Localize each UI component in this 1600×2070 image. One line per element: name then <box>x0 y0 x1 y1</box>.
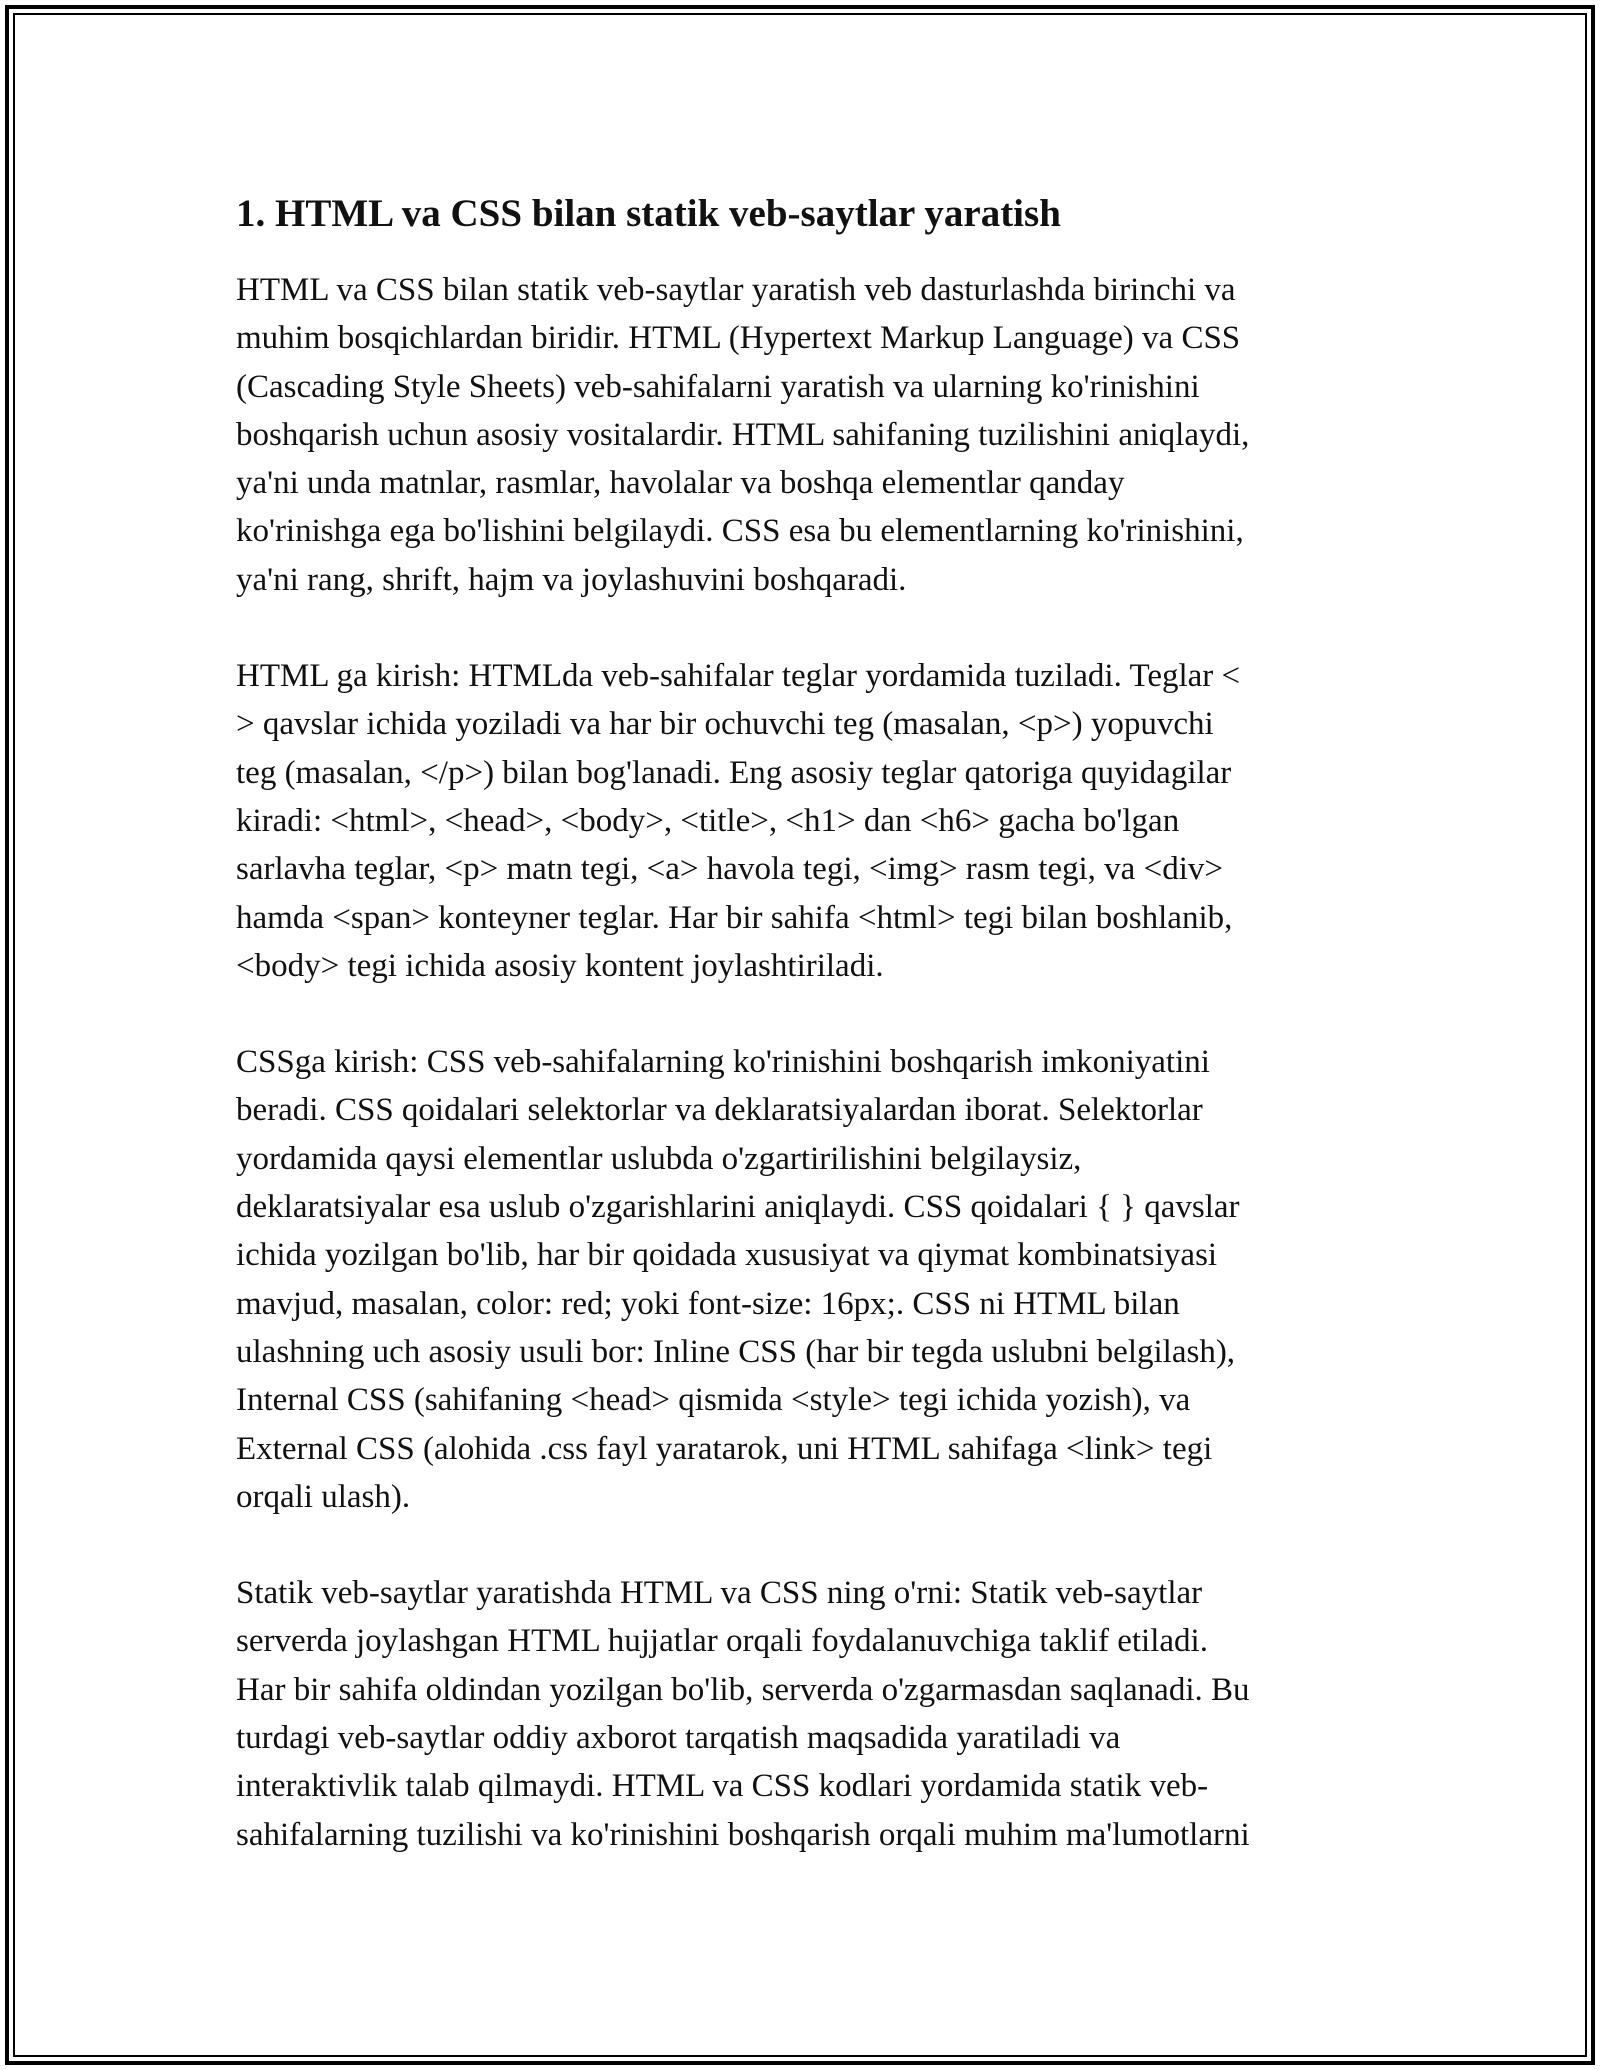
text-line: > qavslar ichida yoziladi va har bir ochuvchi teg (masalan, <p>) yopuvchi <box>236 706 1214 743</box>
text-line: <body> tegi ichida asosiy kontent joylashtiriladi. <box>236 947 884 984</box>
text-line: deklaratsiyalar esa uslub o'zgarishlarini aniqlaydi. CSS qoidalari { } qavslar <box>236 1189 1240 1226</box>
text-line: kiradi: <html>, <head>, <body>, <title>, <h1> dan <h6> gacha bo'lgan <box>236 802 1180 839</box>
section-title: 1. HTML va CSS bilan statik veb-saytlar yaratish <box>236 192 1061 235</box>
text-line: yordamida qaysi elementlar uslubda o'zgartirilishini belgilaysiz, <box>236 1140 1082 1177</box>
document-body <box>236 188 1376 1907</box>
text-line: (Cascading Style Sheets) veb-sahifalarni yaratish va ularning ko'rinishini <box>236 368 1200 405</box>
paragraph-intro <box>236 266 1376 604</box>
text-line: mavjud, masalan, color: red; yoki font-size: 16px;. CSS ni HTML bilan <box>236 1285 1180 1322</box>
text-line: serverda joylashgan HTML hujjatlar orqali foydalanuvchiga taklif etiladi. <box>236 1623 1208 1660</box>
text-line: HTML ga kirish: HTMLda veb-sahifalar teglar yordamida tuziladi. Teglar < <box>236 658 1241 695</box>
text-line: hamda <span> konteyner teglar. Har bir sahifa <html> tegi bilan boshlanib, <box>236 899 1233 936</box>
text-line: turdagi veb-saytlar oddiy axborot tarqatish maqsadida yaratiladi va <box>236 1720 1121 1757</box>
text-line: boshqarish uchun asosiy vositalardir. HTML sahifaning tuzilishini aniqlaydi, <box>236 416 1250 453</box>
text-line: ya'ni rang, shrift, hajm va joylashuvini boshqaradi. <box>236 561 907 598</box>
text-line: Har bir sahifa oldindan yozilgan bo'lib, serverda o'zgarmasdan saqlanadi. Bu <box>236 1671 1250 1708</box>
text-line: interaktivlik talab qilmaydi. HTML va CSS kodlari yordamida statik veb- <box>236 1768 1209 1805</box>
text-line: sarlavha teglar, <p> matn tegi, <a> havola tegi, <img> rasm tegi, va <div> <box>236 851 1223 888</box>
text-line: External CSS (alohida .css fayl yaratarok, uni HTML sahifaga <link> tegi <box>236 1430 1213 1467</box>
text-line: teg (masalan, </p>) bilan bog'lanadi. Eng asosiy teglar qatoriga quyidagilar <box>236 754 1232 791</box>
text-line: Internal CSS (sahifaning <head> qismida <style> tegi ichida yozish), va <box>236 1382 1191 1419</box>
paragraph-static-sites <box>236 1569 1376 1859</box>
text-line: ichida yozilgan bo'lib, har bir qoidada xususiyat va qiymat kombinatsiyasi <box>236 1237 1218 1274</box>
text-line: orqali ulash). <box>236 1478 411 1515</box>
text-line: Statik veb-saytlar yaratishda HTML va CSS ning o'rni: Statik veb-saytlar <box>236 1575 1203 1612</box>
text-line: ulashning uch asosiy usuli bor: Inline CSS (har bir tegda uslubni belgilash), <box>236 1333 1236 1370</box>
paragraph-html-intro <box>236 652 1376 990</box>
text-line: sahifalarning tuzilishi va ko'rinishini boshqarish orqali muhim ma'lumotlarni <box>236 1816 1250 1853</box>
text-line: CSSga kirish: CSS veb-sahifalarning ko'rinishini boshqarish imkoniyatini <box>236 1044 1210 1081</box>
text-line: ya'ni unda matnlar, rasmlar, havolalar va boshqa elementlar qanday <box>236 465 1125 502</box>
paragraph-css-intro <box>236 1038 1376 1521</box>
text-line: ko'rinishga ega bo'lishini belgilaydi. CSS esa bu elementlarning ko'rinishini, <box>236 513 1244 550</box>
text-line: beradi. CSS qoidalari selektorlar va deklaratsiyalardan iborat. Selektorlar <box>236 1092 1203 1129</box>
text-line: muhim bosqichlardan biridir. HTML (Hypertext Markup Language) va CSS <box>236 320 1241 357</box>
text-line: HTML va CSS bilan statik veb-saytlar yaratish veb dasturlashda birinchi va <box>236 272 1236 308</box>
